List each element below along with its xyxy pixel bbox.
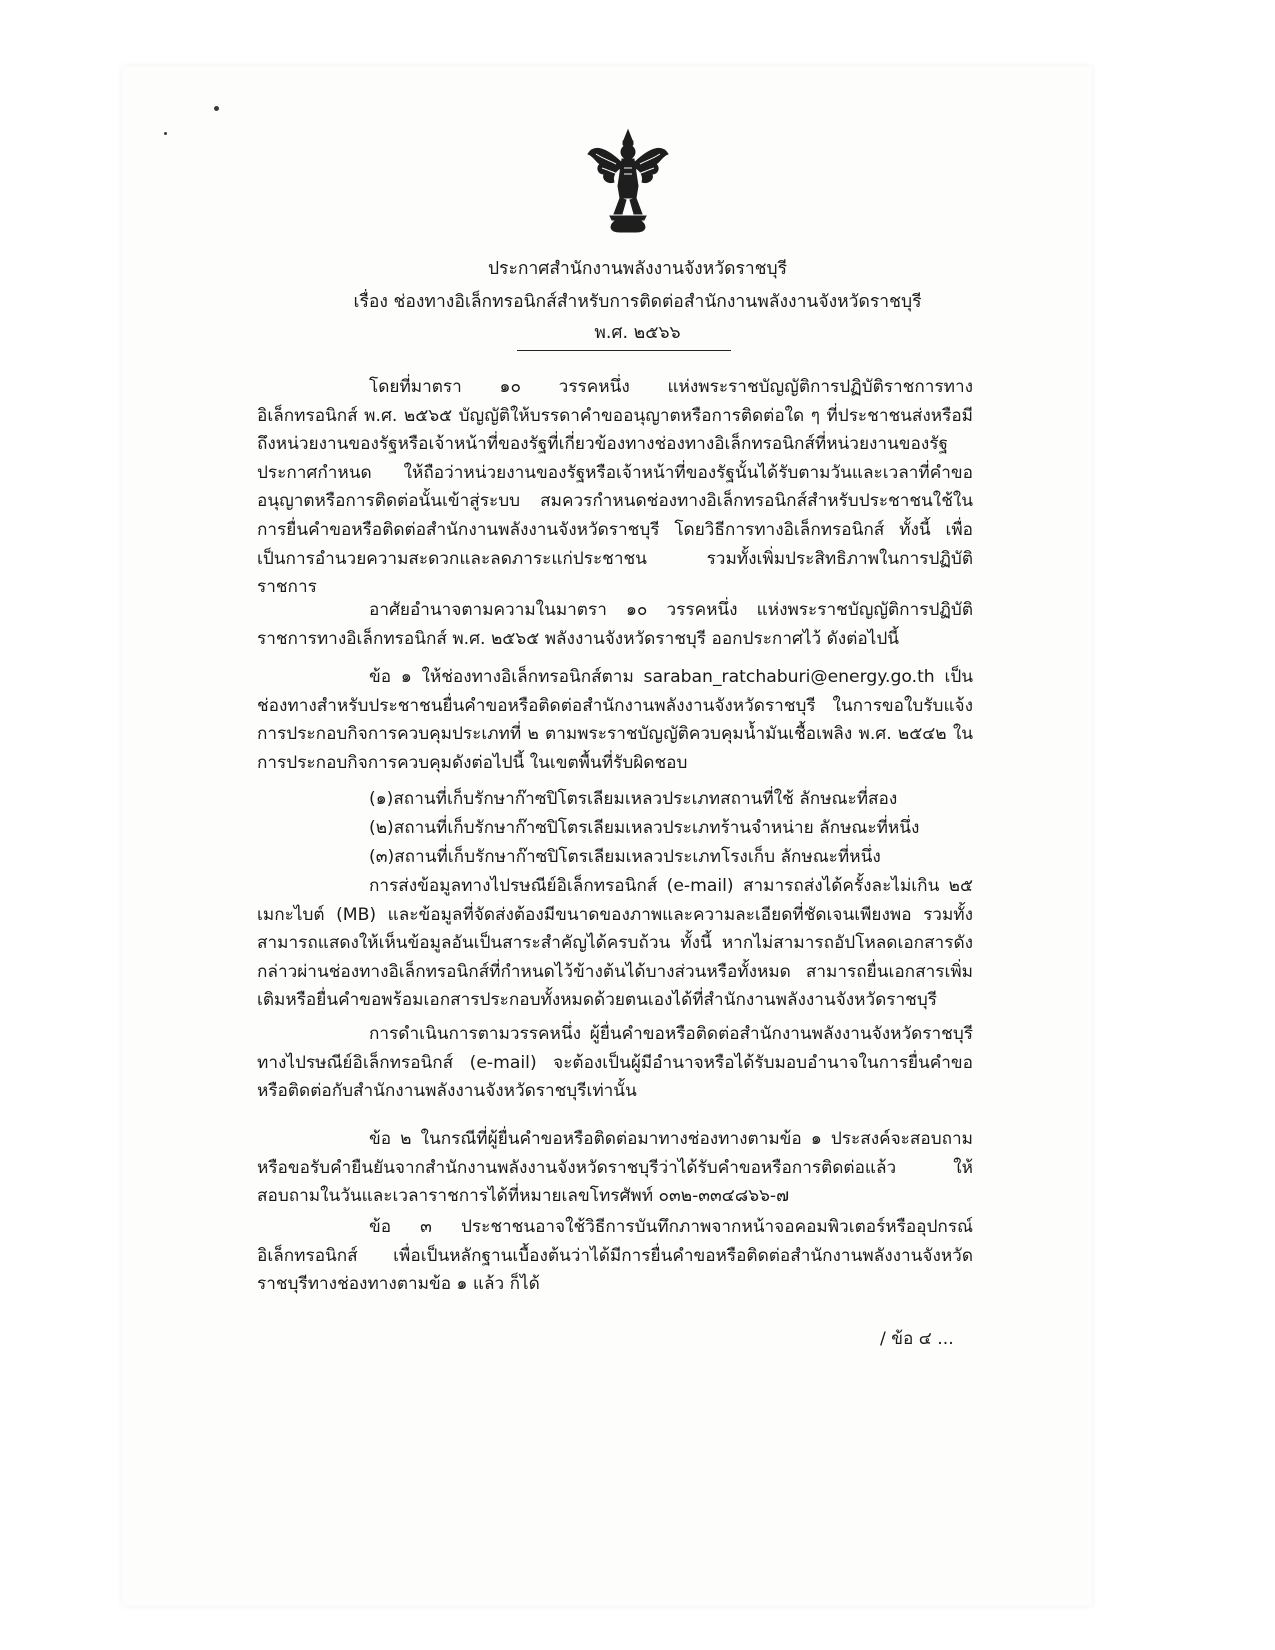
announcement-title: ประกาศสำนักงานพลังงานจังหวัดราชบุรี [487, 259, 788, 279]
scan-speck [164, 132, 167, 135]
list-item: (๒)สถานที่เก็บรักษาก๊าซปิโตรเลียมเหลวประเภทร้านจำหน่าย ลักษณะที่หนึ่ง [369, 818, 920, 838]
authorization-paragraph: การดำเนินการตามวรรคหนึ่ง ผู้ยื่นคำขอหรือติดต่อสำนักงานพลังงานจังหวัดราชบุรีทางไปรษณีย์อิเล็กทรอนิกส์ (e-mail) จะต้องเป็นผู้มีอำนาจหรือได้รับมอบอำนาจในการยื่นคำขอหรือติดต่อกับสำนักงานพลังงานจังหวัดราชบุรีเท่านั้น [257, 1024, 973, 1102]
garuda-emblem-icon [586, 128, 670, 234]
continuation-marker: / ข้อ ๔ ... [880, 1329, 954, 1349]
preamble-paragraph: โดยที่มาตรา ๑๐ วรรคหนึ่ง แห่งพระราชบัญญัติการปฏิบัติราชการทางอิเล็กทรอนิกส์ พ.ศ. ๒๕๖๕ บัญญัติให้บรรดาคำขออนุญาตหรือการติดต่อใด ๆ ที่ประชาชนส่งหรือมีถึงหน่วยงานของรัฐหรือเจ้าหน้าที่ของรัฐที่เกี่ยวข้องทางช่องทางอิเล็กทรอนิกส์ที่หน่วยงานของรัฐประกาศกำหนด ให้ถือว่าหน่วยงานของรัฐหรือเจ้าหน้าที่ของรัฐนั้นได้รับตามวันและเวลาที่คำขออนุญาตหรือการติดต่อนั้นเข้าสู่ระบบ สมควรกำหนดช่องทางอิเล็กทรอนิกส์สำหรับประชาชนใช้ในการยื่นคำขอหรือติดต่อสำนักงานพลังงานจังหวัดราชบุรี โดยวิธีการทางอิเล็กทรอนิกส์ ทั้งนี้ เพื่อเป็นการอำนวยความสะดวกและลดภาระแก่ประชาชน รวมทั้งเพิ่มประสิทธิภาพในการปฏิบัติราชการ [257, 377, 973, 598]
email-limit-paragraph: การส่งข้อมูลทางไปรษณีย์อิเล็กทรอนิกส์ (e-mail) สามารถส่งได้ครั้งละไม่เกิน ๒๕ เมกะไบต์ (MB) และข้อมูลที่จัดส่งต้องมีขนาดของภาพและความละเอียดที่ชัดเจนเพียงพอ รวมทั้งสามารถแสดงให้เห็นข้อมูลอันเป็นสาระสำคัญได้ครบถ้วน ทั้งนี้ หากไม่สามารถอัปโหลดเอกสารดังกล่าวผ่านช่องทางอิเล็กทรอนิกส์ที่กำหนดไว้ข้างต้นได้บางส่วนหรือทั้งหมด สามารถยื่นเอกสารเพิ่มเติมหรือยื่นคำขอพร้อมเอกสารประกอบทั้งหมดด้วยตนเองได้ที่สำนักงานพลังงานจังหวัดราชบุรี [257, 876, 973, 1011]
clause-2-paragraph: ข้อ ๒ ในกรณีที่ผู้ยื่นคำขอหรือติดต่อมาทางช่องทางตามข้อ ๑ ประสงค์จะสอบถามหรือขอรับคำยืนยันจากสำนักงานพลังงานจังหวัดราชบุรีว่าได้รับคำขอหรือการติดต่อแล้ว ให้สอบถามในวันและเวลาราชการได้ที่หมายเลขโทรศัพท์ ๐๓๒-๓๓๔๘๖๖-๗ [257, 1129, 973, 1207]
list-item: (๑)สถานที่เก็บรักษาก๊าซปิโตรเลียมเหลวประเภทสถานที่ใช้ ลักษณะที่สอง [369, 789, 898, 809]
clause-3-paragraph: ข้อ ๓ ประชาชนอาจใช้วิธีการบันทึกภาพจากหน้าจอคอมพิวเตอร์หรืออุปกรณ์อิเล็กทรอนิกส์ เพื่อเป็นหลักฐานเบื้องต้นว่าได้มีการยื่นคำขอหรือติดต่อสำนักงานพลังงานจังหวัดราชบุรีทางช่องทางตามข้อ ๑ แล้ว ก็ได้ [257, 1217, 973, 1295]
announcement-subject: เรื่อง ช่องทางอิเล็กทรอนิกส์สำหรับการติดต่อสำนักงานพลังงานจังหวัดราชบุรี [353, 292, 922, 312]
list-item: (๓)สถานที่เก็บรักษาก๊าซปิโตรเลียมเหลวประเภทโรงเก็บ ลักษณะที่หนึ่ง [369, 847, 881, 867]
scan-speck [214, 106, 219, 111]
announcement-year: พ.ศ. ๒๕๖๖ [594, 323, 681, 343]
authority-paragraph: อาศัยอำนาจตามความในมาตรา ๑๐ วรรคหนึ่ง แห่งพระราชบัญญัติการปฏิบัติราชการทางอิเล็กทรอนิกส์ พ.ศ. ๒๕๖๕ พลังงานจังหวัดราชบุรี ออกประกาศไว้ ดังต่อไปนี้ [257, 600, 973, 649]
clause-1-paragraph: ข้อ ๑ ให้ช่องทางอิเล็กทรอนิกส์ตาม saraban_ratchaburi@energy.go.th เป็นช่องทางสำหรับประชาชนยื่นคำขอหรือติดต่อสำนักงานพลังงานจังหวัดราชบุรี ในการขอใบรับแจ้งการประกอบกิจการควบคุมประเภทที่ ๒ ตามพระราชบัญญัติควบคุมน้ำมันเชื้อเพลิง พ.ศ. ๒๕๔๒ ในการประกอบกิจการควบคุมดังต่อไปนี้ ในเขตพื้นที่รับผิดชอบ [257, 667, 973, 773]
title-divider [517, 350, 731, 351]
